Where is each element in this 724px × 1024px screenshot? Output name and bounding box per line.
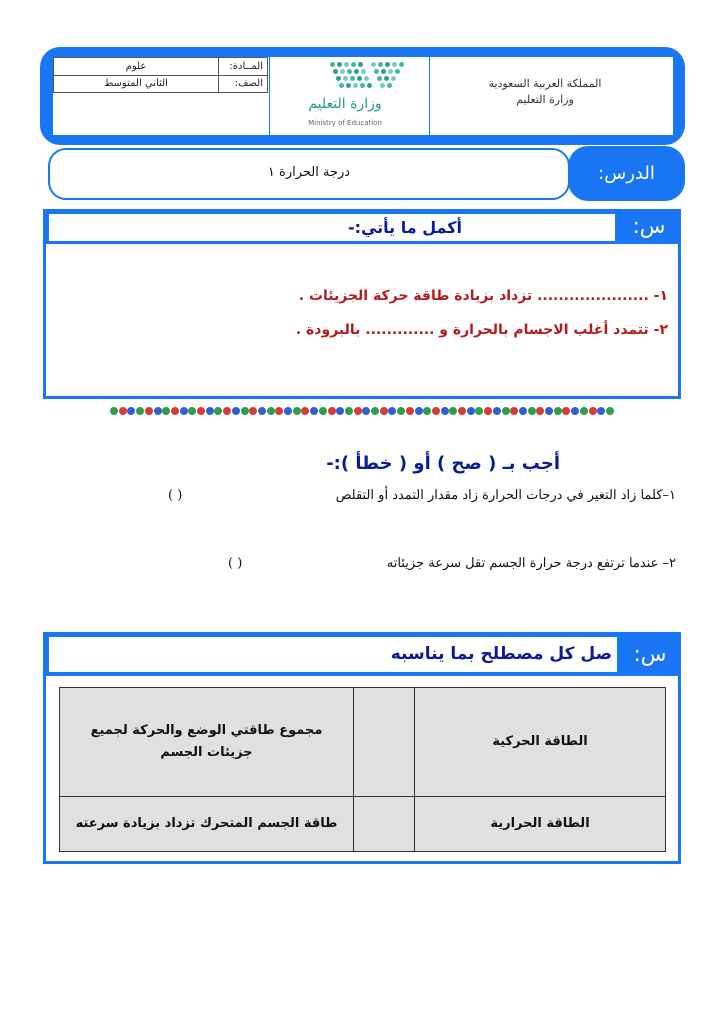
divider-dot: [562, 407, 570, 415]
grade-value: الثاني المتوسط: [54, 75, 219, 93]
divider-dot: [536, 407, 544, 415]
table-row: [60, 796, 666, 851]
logo-dot: [344, 62, 349, 67]
divider-dot: [188, 407, 196, 415]
divider-dot: [502, 407, 510, 415]
table-row: [60, 688, 666, 797]
divider-dot: [267, 407, 275, 415]
divider-dot: [606, 407, 614, 415]
logo-dot: [357, 76, 362, 81]
divider-dot: [493, 407, 501, 415]
logo-dot: [353, 83, 358, 88]
info-row-subject: [54, 58, 268, 76]
question-1-prompt: أكمل ما يأتي:-: [347, 218, 463, 237]
divider-dot: [415, 407, 423, 415]
logo-dot: [391, 76, 396, 81]
divider-dot: [371, 407, 379, 415]
divider-dot: [214, 407, 222, 415]
divider-dot: [258, 407, 266, 415]
logo-dot: [371, 62, 376, 67]
logo-dot: [336, 76, 341, 81]
divider-dot: [127, 407, 135, 415]
divider-dot: [406, 407, 414, 415]
term-cell: الطاقة الحركية: [415, 688, 666, 797]
divider-dot: [241, 407, 249, 415]
definition-cell: طاقة الجسم المتحرك تزداد بزيادة سرعته: [60, 796, 354, 851]
divider-dot: [571, 407, 579, 415]
true-false-answer-2: ( ): [228, 556, 243, 571]
divider-dot: [171, 407, 179, 415]
divider-dot: [319, 407, 327, 415]
divider-dot: [458, 407, 466, 415]
divider-dot: [441, 407, 449, 415]
ministry-logo-icon: [292, 60, 412, 94]
lesson-title: درجة الحرارة ١: [267, 165, 351, 180]
logo-dot: [387, 83, 392, 88]
logo-dot: [380, 83, 385, 88]
divider-dot: [423, 407, 431, 415]
divider-dot: [145, 407, 153, 415]
divider-dot: [380, 407, 388, 415]
fill-blank-item-1: ١- ..................... تزداد بزيادة طاقة حركة الجزيئات .: [298, 288, 668, 304]
divider-dot: [354, 407, 362, 415]
true-false-answer-1: ( ): [168, 488, 183, 503]
lesson-label: الدرس:: [598, 163, 655, 184]
match-blank-cell[interactable]: [354, 796, 415, 851]
subject-value: علوم: [54, 58, 219, 76]
matching-prompt: صل كل مصطلح بما يناسبه: [390, 644, 612, 664]
logo-dot: [377, 76, 382, 81]
subject-label: المــادة:: [219, 58, 268, 76]
divider-dot: [136, 407, 144, 415]
divider-dot: [362, 407, 370, 415]
dotted-divider: [110, 404, 615, 418]
divider-dot: [545, 407, 553, 415]
true-false-prompt: أجب بـ ( صح ) أو ( خطأ ):-: [326, 453, 560, 474]
divider-dot: [197, 407, 205, 415]
divider-dot: [580, 407, 588, 415]
divider-dot: [293, 407, 301, 415]
divider-dot: [232, 407, 240, 415]
logo-dot: [346, 83, 351, 88]
question-1-label: س:: [632, 214, 666, 238]
divider-dot: [467, 407, 475, 415]
ministry-name-en: Ministry of Education: [308, 119, 382, 127]
logo-dot: [339, 83, 344, 88]
kingdom-line-1: المملكة العربية السعودية: [488, 77, 602, 90]
logo-dot: [384, 76, 389, 81]
divider-dot: [432, 407, 440, 415]
true-false-item-2: ٢– عندما ترتفع درجة حرارة الجسم تقل سرعة جزيئاته: [386, 556, 676, 571]
divider-dot: [397, 407, 405, 415]
info-row-grade: [54, 75, 268, 93]
divider-dot: [284, 407, 292, 415]
fill-blank-item-2: ٢- تتمدد أغلب الاجسام بالحرارة و ............. بالبرودة .: [295, 322, 668, 338]
logo-dot: [354, 69, 359, 74]
divider-dot: [589, 407, 597, 415]
logo-dot: [333, 69, 338, 74]
divider-dot: [249, 407, 257, 415]
logo-dot: [337, 62, 342, 67]
divider-dot: [597, 407, 605, 415]
logo-dot: [388, 69, 393, 74]
logo-dot: [330, 62, 335, 67]
divider-dot: [554, 407, 562, 415]
logo-dot: [381, 69, 386, 74]
logo-dot: [367, 83, 372, 88]
divider-dot: [328, 407, 336, 415]
divider-dot: [206, 407, 214, 415]
logo-dot: [385, 62, 390, 67]
divider-dot: [484, 407, 492, 415]
divider-dot: [449, 407, 457, 415]
logo-dot: [395, 69, 400, 74]
logo-dot: [361, 69, 366, 74]
kingdom-logo: [475, 76, 615, 108]
divider-dot: [301, 407, 309, 415]
logo-dot: [399, 62, 404, 67]
divider-dot: [119, 407, 127, 415]
divider-dot: [519, 407, 527, 415]
logo-dot: [360, 83, 365, 88]
logo-dot: [343, 76, 348, 81]
divider-dot: [528, 407, 536, 415]
definition-cell: مجموع طاقتي الوضع والحركة لجميع جزيئات الجسم: [60, 688, 354, 797]
header-divider: [429, 57, 430, 135]
divider-dot: [180, 407, 188, 415]
divider-dot: [510, 407, 518, 415]
matching-label: س:: [633, 642, 667, 666]
true-false-item-1: ١–كلما زاد التغير في درجات الحرارة زاد مقدار التمدد أو التقلص: [335, 488, 676, 503]
logo-dot: [350, 76, 355, 81]
logo-dot: [364, 76, 369, 81]
header-divider: [269, 57, 270, 135]
divider-dot: [275, 407, 283, 415]
matching-table: [59, 687, 666, 852]
match-blank-cell[interactable]: [354, 688, 415, 797]
logo-dot: [374, 69, 379, 74]
divider-dot: [475, 407, 483, 415]
info-table: [53, 57, 268, 93]
divider-dot: [154, 407, 162, 415]
kingdom-line-2: وزارة التعليم: [516, 93, 574, 106]
divider-dot: [310, 407, 318, 415]
divider-dot: [162, 407, 170, 415]
logo-dot: [392, 62, 397, 67]
logo-dot: [358, 62, 363, 67]
ministry-name-ar: وزارة التعليم: [308, 96, 382, 112]
grade-label: الصف:: [219, 75, 268, 93]
term-cell: الطاقة الحرارية: [415, 796, 666, 851]
divider-dot: [345, 407, 353, 415]
logo-dot: [347, 69, 352, 74]
divider-dot: [388, 407, 396, 415]
divider-dot: [336, 407, 344, 415]
divider-dot: [110, 407, 118, 415]
logo-dot: [351, 62, 356, 67]
logo-dot: [340, 69, 345, 74]
divider-dot: [223, 407, 231, 415]
logo-dot: [378, 62, 383, 67]
